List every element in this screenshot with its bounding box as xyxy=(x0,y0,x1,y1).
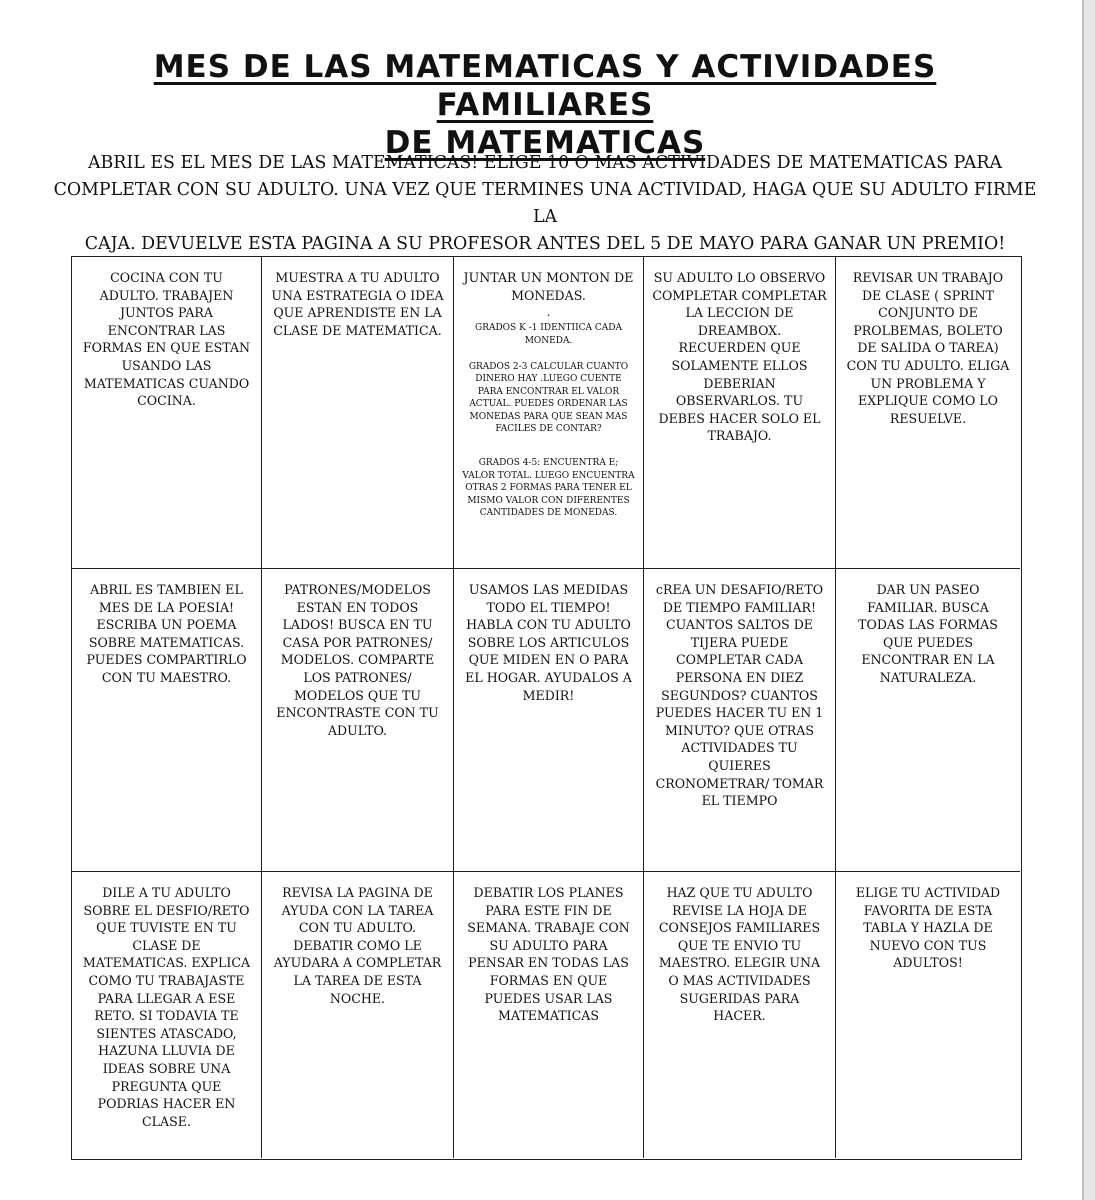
activity-cell-patterns xyxy=(262,569,454,872)
activity-text: MUESTRA A TU ADULTO UNA ESTRATEGIA O IDEA QUE APRENDISTE EN LA CLASE DE MATEMATICA. xyxy=(271,270,444,338)
activity-cell-time-challenge xyxy=(644,569,836,872)
activity-cell-walk xyxy=(836,569,1020,872)
activity-text: REVISA LA PAGINA DE AYUDA CON LA TAREA CON TU ADULTO. DEBATIR COMO LE AYUDARA A COMPLETAR LA TAREA DE ESTA NOCHE. xyxy=(273,885,442,1006)
activity-cell-strategy xyxy=(262,257,454,569)
activity-cell-measurement xyxy=(454,569,644,872)
activity-cell-coins xyxy=(454,257,644,569)
instructions-line-3: CAJA. DEVUELVE ESTA PAGINA A SU PROFESOR ANTES DEL 5 DE MAYO PARA GANAR UN PREMIO! xyxy=(84,234,1006,254)
activity-cell-favorite xyxy=(836,872,1020,1158)
activity-cell-challenge xyxy=(72,872,262,1158)
grade-k1-text: GRADOS K -1 IDENTIICA CADA MONEDA. xyxy=(475,323,622,346)
activity-cell-cooking xyxy=(72,257,262,569)
activity-text: SU ADULTO LO OBSERVO COMPLETAR COMPLETAR LA LECCION DE DREAMBOX. RECUERDEN QUE SOLAMENTE ELLOS DEBERIAN OBSERVARLOS. TU DEBES HACER SOLO EL TRABAJO. xyxy=(652,270,827,444)
page-title xyxy=(40,48,1050,162)
activity-text: cREA UN DESAFIO/RETO DE TIEMPO FAMILIAR! CUANTOS SALTOS DE TIJERA PUEDE COMPLETAR CADA PERSONA EN DIEZ SEGUNDOS? CUANTOS PUEDES HACER TU EN 1 MINUTO? QUE OTRAS ACTIVIDADES TU QUIERES CRONOMETRAR/ TOMAR EL TIEMPO xyxy=(655,582,824,809)
activity-text: DAR UN PASEO FAMILIAR. BUSCA TODAS LAS FORMAS QUE PUEDES ENCONTRAR EN LA NATURALEZA. xyxy=(858,582,998,685)
activity-cell-homework-help xyxy=(262,872,454,1158)
activity-text: ELIGE TU ACTIVIDAD FAVORITA DE ESTA TABLA Y HAZLA DE NUEVO CON TUS ADULTOS! xyxy=(855,885,1001,971)
activity-text: PATRONES/MODELOS ESTAN EN TODOS LADOS! BUSCA EN TU CASA POR PATRONES/ MODELOS. COMPARTE LOS PATRONES/ MODELOS QUE TU ENCONTRASTE CON TU ADULTO. xyxy=(276,582,439,738)
activity-grid xyxy=(71,256,1022,1160)
activity-text: REVISAR UN TRABAJO DE CLASE ( SPRINT CONJUNTO DE PROLBEMAS, BOLETO DE SALIDA O TAREA) CON TU ADULTO. ELIGA UN PROBLEMA Y EXPLIQUE COMO LO RESUELVE. xyxy=(846,270,1010,426)
activity-cell-tips-sheet xyxy=(644,872,836,1158)
activity-text: COCINA CON TU ADULTO. TRABAJEN JUNTOS PARA ENCONTRAR LAS FORMAS EN QUE ESTAN USANDO LAS MATEMATICAS CUANDO COCINA. xyxy=(82,270,251,409)
activity-text: HAZ QUE TU ADULTO REVISE LA HOJA DE CONSEJOS FAMILIARES QUE TE ENVIO TU MAESTRO. ELEGIR UNA O MAS ACTIVIDADES SUGERIDAS PARA HACER. xyxy=(658,885,821,1024)
activity-text: USAMOS LAS MEDIDAS TODO EL TIEMPO! HABLA CON TU ADULTO SOBRE LOS ARTICULOS QUE MIDEN EN O PARA EL HOGAR. AYUDALOS A MEDIR! xyxy=(465,582,632,703)
activity-text: DILE A TU ADULTO SOBRE EL DESFIO/RETO QUE TUVISTE EN TU CLASE DE MATEMATICAS. EXPLICA COMO TU TRABAJASTE PARA LLEGAR A ESE RETO. SI TODAVIA TE SIENTES ATASCADO, HAZUNA LLUVIA DE IDEAS SOBRE UNA PREGUNTA QUE PODRIAS HACER EN CLASE. xyxy=(82,885,251,1129)
activity-cell-classwork xyxy=(836,257,1020,569)
grade-45-text: GRADOS 4-5: ENCUENTRA E; VALOR TOTAL. LUEGO ENCUENTRA OTRAS 2 FORMAS PARA TENER EL MISMO VALOR CON DIFERENTES CANTIDADES DE MONEDAS. xyxy=(462,458,635,519)
instructions-line-2: COMPLETAR CON SU ADULTO. UNA VEZ QUE TERMINES UNA ACTIVIDAD, HAGA QUE SU ADULTO FIRME LA xyxy=(53,180,1037,227)
grade-23-text: GRADOS 2-3 CALCULAR CUANTO DINERO HAY .LUEGO CUENTE PARA ENCONTRAR EL VALOR ACTUAL. PUEDES ORDENAR LAS MONEDAS PARA QUE SEAN MAS FACILES DE CONTAR? xyxy=(468,362,629,435)
activity-dot: . xyxy=(546,305,551,320)
activity-cell-dreambox xyxy=(644,257,836,569)
activity-text: DEBATIR LOS PLANES PARA ESTE FIN DE SEMANA. TRABAJE CON SU ADULTO PARA PENSAR EN TODAS LAS FORMAS EN QUE PUEDES USAR LAS MATEMATICAS xyxy=(467,885,630,1024)
title-line-2: DE MATEMATICAS xyxy=(384,125,706,161)
instructions-line-1: ABRIL ES EL MES DE LAS MATEMATICAS! ELIGE 10 O MAS ACTIVIDADES DE MATEMATICAS PARA xyxy=(87,153,1003,173)
activity-cell-poetry xyxy=(72,569,262,872)
activity-cell-weekend xyxy=(454,872,644,1158)
scan-page-edge xyxy=(1082,0,1095,1200)
activity-text: ABRIL ES TAMBIEN EL MES DE LA POESIA! ESCRIBA UN POEMA SOBRE MATEMATICAS. PUEDES COMPARTIRLO CON TU MAESTRO. xyxy=(86,582,247,685)
activity-text: JUNTAR UN MONTON DE MONEDAS. xyxy=(463,270,634,303)
instructions xyxy=(50,150,1040,258)
title-line-1: MES DE LAS MATEMATICAS Y ACTIVIDADES FAMILIARES xyxy=(153,49,937,123)
